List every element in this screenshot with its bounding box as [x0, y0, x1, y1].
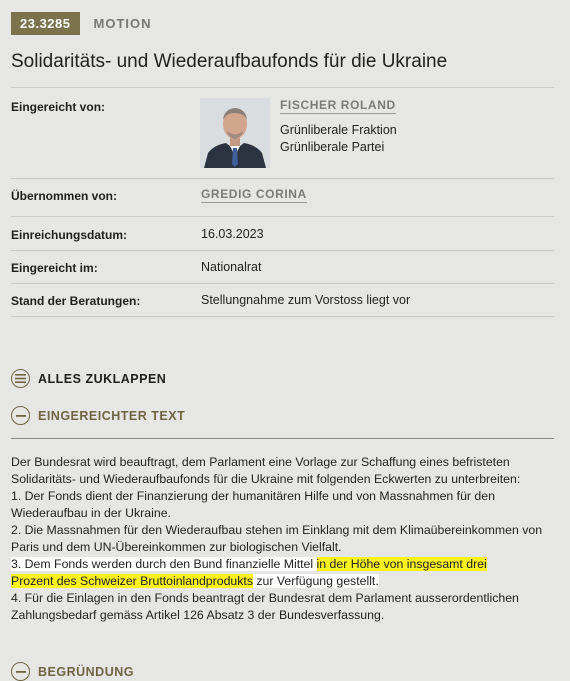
- page-title: Solidaritäts- und Wiederaufbaufonds für die Ukraine: [11, 51, 448, 72]
- stand-label: Stand der Beratungen:: [11, 294, 141, 308]
- uebernommen-name-link[interactable]: GREDIG CORINA: [201, 187, 307, 201]
- divider: [11, 283, 554, 284]
- author-fraktion: Grünliberale Fraktion: [280, 123, 397, 137]
- eingereicht-von-label: Eingereicht von:: [11, 100, 106, 114]
- divider: [11, 178, 554, 179]
- author-photo: [200, 98, 270, 168]
- business-type: MOTION: [93, 16, 152, 31]
- einreichungsdatum-value: 16.03.2023: [201, 227, 264, 241]
- list-circle-icon: [11, 369, 30, 388]
- minus-circle-icon: [11, 662, 30, 681]
- collapse-all-button[interactable]: [11, 369, 166, 388]
- text-point-3-end: zur Verfügung gestellt.: [252, 574, 379, 588]
- divider: [11, 316, 554, 317]
- einreichungsdatum-label: Einreichungsdatum:: [11, 228, 128, 242]
- divider: [11, 87, 554, 88]
- author-name-link[interactable]: FISCHER ROLAND: [280, 98, 396, 112]
- text-point-3: [11, 556, 559, 590]
- uebernommen-von-label: Übernommen von:: [11, 189, 118, 203]
- eingereichter-text-toggle[interactable]: [11, 406, 185, 425]
- divider: [11, 216, 554, 217]
- text-point-2: 2. Die Massnahmen für den Wiederaufbau stehen im Einklang mit dem Klimaübereinkommen von Paris und dem UN-Übereinkommen zur biologischen Vielfalt.: [11, 523, 543, 554]
- minus-circle-icon: [11, 406, 30, 425]
- highlight-2: Prozent des Schweizer Bruttoinlandprodukts: [11, 574, 253, 588]
- text-point-1: 1. Der Fonds dient der Finanzierung der humanitären Hilfe und von Massnahmen für den Wiederaufbau in der Ukraine.: [11, 489, 495, 520]
- stand-value: Stellungnahme zum Vorstoss liegt vor: [201, 293, 411, 307]
- divider: [11, 250, 554, 251]
- uebernommen-link-wrap: [201, 187, 307, 201]
- collapse-all-label: ALLES ZUKLAPPEN: [38, 371, 167, 386]
- text-point-4: 4. Für die Einlagen in den Fonds beantragt der Bundesrat dem Parlament ausserordentlichen Zahlungsbedarf gemäss Artikel 126 Absatz 3 der Bundesverfassung.: [11, 591, 519, 622]
- business-number-badge: 23.3285: [11, 12, 80, 35]
- highlight-1: in der Höhe von insgesamt drei: [316, 557, 487, 571]
- header-bar: [11, 12, 152, 35]
- submitted-text: [11, 454, 559, 624]
- eingereicht-im-value: Nationalrat: [201, 260, 262, 274]
- begruendung-label: BEGRÜNDUNG: [38, 664, 134, 679]
- eingereicht-im-label: Eingereicht im:: [11, 261, 98, 275]
- begruendung-toggle[interactable]: [11, 662, 134, 681]
- text-intro: Der Bundesrat wird beauftragt, dem Parlament eine Vorlage zur Schaffung eines befristeten Solidaritäts- und Wiederaufbaufonds für die Ukraine mit folgenden Eckwerten zu unterbreiten:: [11, 455, 521, 486]
- text-point-3-start: 3. Dem Fonds werden durch den Bund finanzielle Mittel: [11, 557, 317, 571]
- eingereichter-text-label: EINGEREICHTER TEXT: [38, 408, 186, 423]
- author-partei: Grünliberale Partei: [280, 140, 385, 154]
- author-link-wrap: [280, 98, 396, 112]
- section-divider: [11, 438, 554, 439]
